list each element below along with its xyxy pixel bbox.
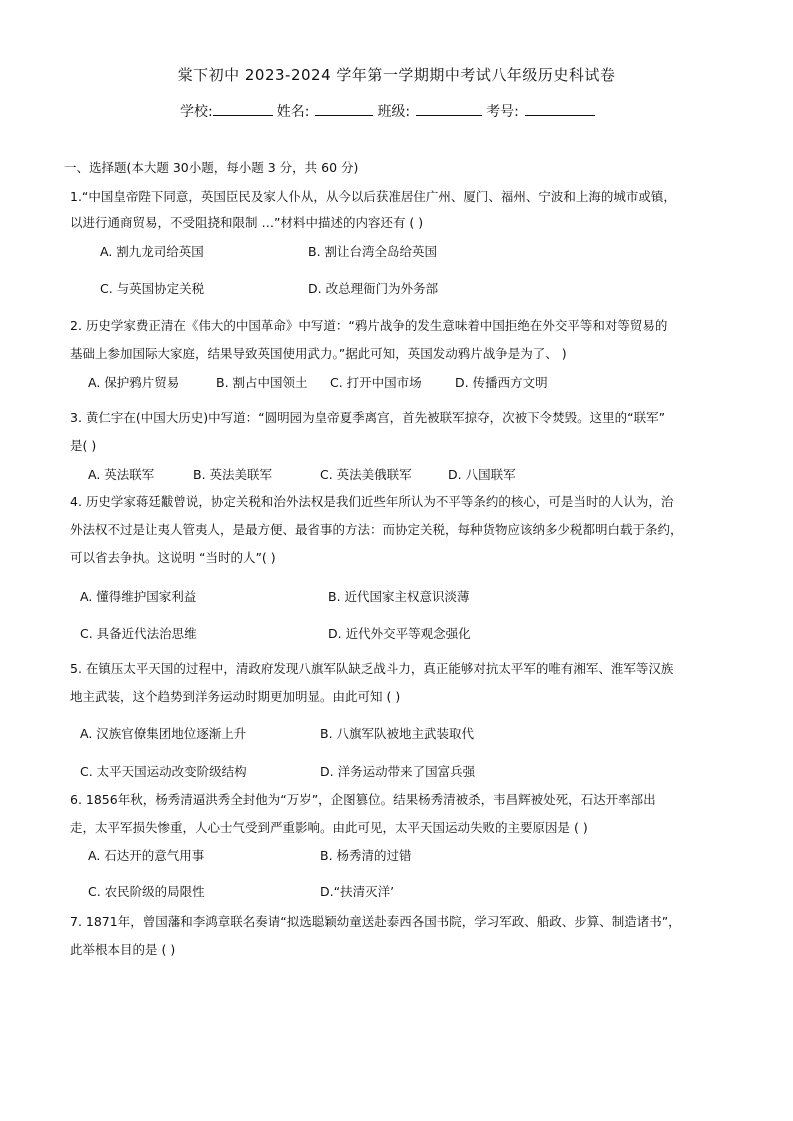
class-label: 班级:: [377, 104, 411, 120]
exam-title: 棠下初中 2023-2024 学年第一学期期中考试八年级历史科试卷: [177, 66, 616, 84]
question-2-option-a: A. 保护鸦片贸易: [88, 375, 180, 390]
section-heading: 一、选择题(本大题 30小题，每小题 3 分，共 60 分): [64, 160, 359, 175]
question-5-option-a: A. 汉族官僚集团地位逐渐上升: [80, 726, 247, 741]
question-6-option-b: B. 杨秀清的过错: [320, 848, 412, 863]
question-4-option-b: B. 近代国家主权意识淡薄: [328, 589, 470, 604]
question-5-option-d: D. 洋务运动带来了国富兵强: [320, 764, 476, 779]
question-6-line-1: 6. 1856年秋，杨秀清逼洪秀全封他为“万岁”，企图篡位。结果杨秀清被杀，韦昌辉被处死，石达开率部出: [70, 792, 656, 807]
question-2-line-2: 基础上参加国际大家庭，结果导致英国使用武力。”据此可知，英国发动鸦片战争是为了、 ): [70, 346, 567, 361]
question-7-line-1: 7. 1871年，曾国藩和李鸿章联名奏请“拟选聪颖幼童送赴泰西各国书院，学习军政、船政、步算、制造诸书”，: [70, 914, 681, 929]
question-3-option-d: D. 八国联军: [448, 467, 516, 482]
question-4-option-a: A. 懂得维护国家利益: [80, 589, 197, 604]
question-7-line-2: 此举根本目的是 ( ): [70, 942, 176, 957]
question-5-line-2: 地主武装，这个趋势到洋务运动时期更加明显。由此可知 ( ): [70, 689, 401, 704]
question-4-option-d: D. 近代外交平等观念强化: [328, 626, 471, 641]
question-1-line-1: 1.“中国皇帝陛下同意，英国臣民及家人仆从，从今以后获准居住广州、厦门、福州、宁波和上海的城市或镇，: [70, 189, 676, 204]
school-blank: [213, 101, 273, 116]
question-2-option-c: C. 打开中国市场: [330, 375, 422, 390]
question-6-option-a: A. 石达开的意气用事: [88, 848, 205, 863]
name-blank: [315, 101, 373, 116]
question-4-line-2: 外法权不过是让夷人管夷人，是最方便、最省事的方法：而协定关税，每种货物应该纳多少税都明白载于条约，: [70, 522, 683, 537]
question-3-option-b: B. 英法美联军: [193, 467, 273, 482]
question-2-line-1: 2. 历史学家费正清在《伟大的中国革命》中写道：“鸦片战争的发生意味着中国拒绝在外交平等和对等贸易的: [70, 318, 668, 333]
question-4-line-1: 4. 历史学家蒋廷黻曾说，协定关税和治外法权是我们近些年所认为不平等条约的核心，可是当时的人认为，治: [70, 494, 674, 509]
school-label: 学校:: [180, 104, 213, 120]
question-3-line-2: 是( ): [70, 438, 97, 453]
question-2-option-d: D. 传播西方文明: [455, 375, 548, 390]
question-2-option-b: B. 割占中国领土: [216, 375, 308, 390]
question-5-option-c: C. 太平天国运动改变阶级结构: [80, 764, 247, 779]
question-5-option-b: B. 八旗军队被地主武装取代: [320, 726, 475, 741]
question-1-option-b: B. 割让台湾全岛给英国: [308, 244, 438, 259]
question-4-line-3: 可以省去争执。这说明 “当时的人”( ): [70, 550, 276, 565]
question-1-option-a: A. 割九龙司给英国: [100, 244, 204, 259]
question-5-line-1: 5. 在镇压太平天国的过程中，清政府发现八旗军队缺乏战斗力，真正能够对抗太平军的唯有湘军、淮军等汉族: [70, 661, 674, 676]
class-blank: [416, 101, 482, 116]
question-1-option-c: C. 与英国协定关税: [100, 281, 205, 296]
question-1-option-d: D. 改总理衙门为外务部: [308, 281, 439, 296]
question-1-line-2: 以进行通商贸易，不受阻挠和限制 …”材料中描述的内容还有 ( ): [70, 215, 424, 230]
student-info-row: [180, 101, 599, 121]
name-label: 姓名:: [276, 104, 310, 120]
question-6-line-2: 走，太平军损失惨重，人心士气受到严重影响。由此可见，太平天国运动失败的主要原因是 ( ): [70, 820, 588, 835]
question-3-option-c: C. 英法美俄联军: [320, 467, 412, 482]
question-6-option-d: D.“扶清灭洋’: [320, 884, 395, 899]
question-6-option-c: C. 农民阶级的局限性: [88, 884, 205, 899]
question-4-option-c: C. 具备近代法治思维: [80, 626, 197, 641]
number-label: 考号:: [486, 104, 519, 120]
question-3-option-a: A. 英法联军: [88, 467, 155, 482]
question-3-line-1: 3. 黄仁宇在(中国大历史)中写道：“圆明园为皇帝夏季离宫，首先被联军掠夺，次被下令焚毁。这里的“联军”: [70, 410, 666, 425]
number-blank: [525, 101, 595, 116]
